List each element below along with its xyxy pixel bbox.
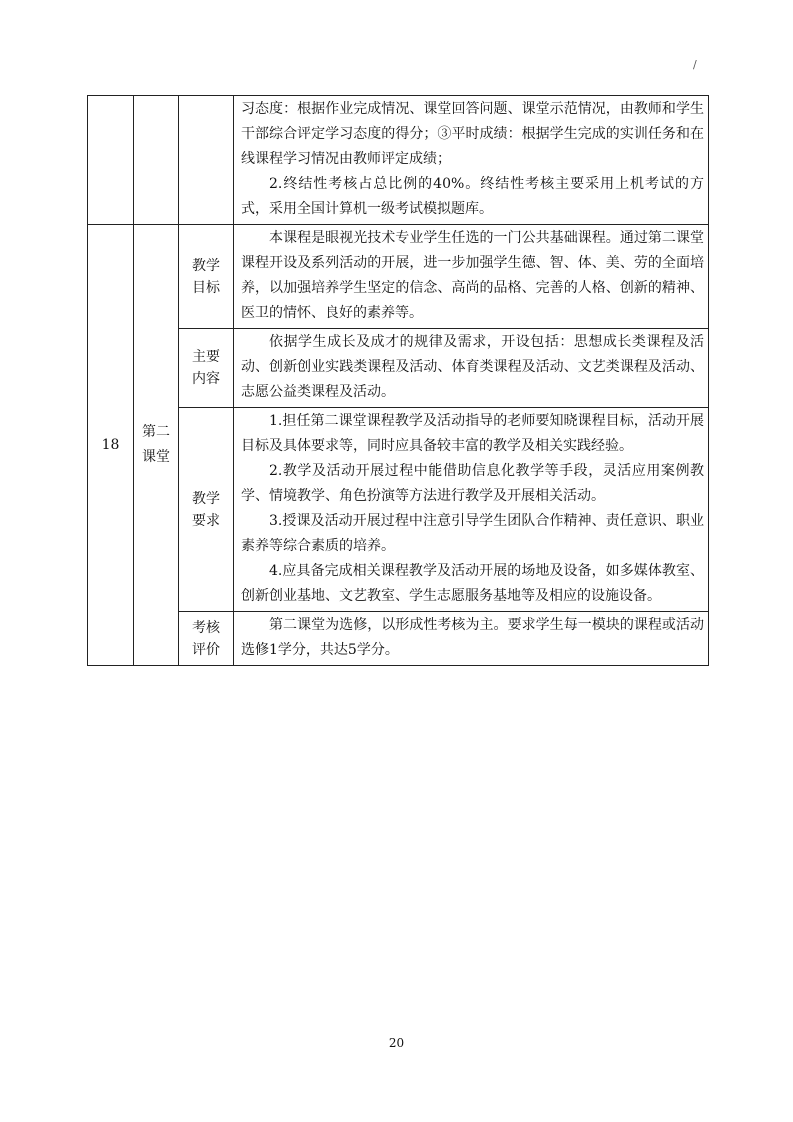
continuation-content-cell xyxy=(234,96,709,225)
section-paragraph: 1.担任第二课堂课程教学及活动指导的老师要知晓课程目标，活动开展目标及具体要求等，同时应具备较丰富的教学及相关实践经验。 xyxy=(241,413,704,454)
course-number-cell xyxy=(88,225,134,666)
section-paragraph: 依据学生成长及成才的规律及需求，开设包括：思想成长类课程及活动、创新创业实践类课程及活动、体育类课程及活动、文艺类课程及活动、志愿公益类课程及活动。 xyxy=(241,334,704,400)
course-section-row xyxy=(88,225,709,329)
continuation-label-cell xyxy=(179,96,234,225)
continuation-name-cell xyxy=(134,96,179,225)
section-label-text: 教学 xyxy=(192,490,220,507)
course-section-row xyxy=(88,329,709,408)
continuation-number-cell xyxy=(88,96,134,225)
section-content-assessment xyxy=(234,612,709,666)
course-number: 18 xyxy=(101,436,120,453)
section-paragraph: 3.授课及活动开展过程中注意引导学生团队合作精神、责任意识、职业素养等综合素质的培养。 xyxy=(241,513,704,554)
corner-mark: / xyxy=(693,58,697,71)
course-section-row xyxy=(88,408,709,612)
section-paragraph: 2.教学及活动开展过程中能借助信息化教学等手段，灵活应用案例教学、情境教学、角色扮演等方法进行教学及开展相关活动。 xyxy=(241,463,704,504)
section-paragraph: 第二课堂为选修，以形成性考核为主。要求学生每一模块的课程或活动选修1学分，共达5学分。 xyxy=(241,617,704,658)
section-label-assessment xyxy=(179,612,234,666)
section-label-text: 考核 xyxy=(192,619,220,636)
curriculum-table xyxy=(87,95,709,666)
page-number: 20 xyxy=(388,1036,405,1050)
section-content-teaching-requirements xyxy=(234,408,709,612)
section-label-text: 评价 xyxy=(192,641,220,658)
section-label-teaching-goals xyxy=(179,225,234,329)
section-label-text: 内容 xyxy=(192,371,220,387)
continuation-paragraph: 习态度：根据作业完成情况、课堂回答问题、课堂示范情况，由教师和学生干部综合评定学习态度的得分；③平时成绩：根据学生完成的实训任务和在线课程学习情况由教师评定成绩； xyxy=(241,101,704,167)
section-paragraph: 本课程是眼视光技术专业学生任选的一门公共基础课程。通过第二课堂课程开设及系列活动的开展，进一步加强学生德、智、体、美、劳的全面培养，以加强培养学生坚定的信念、高尚的品格、完善的人格、创新的精神、医卫的情怀、良好的素养等。 xyxy=(241,230,704,321)
course-section-row xyxy=(88,612,709,666)
section-label-text: 要求 xyxy=(192,512,220,529)
section-label-text: 教学 xyxy=(192,257,220,274)
section-content-main-content xyxy=(234,329,709,408)
course-name: 第二 xyxy=(142,424,170,440)
course-name-cell xyxy=(134,225,179,666)
section-label-main-content xyxy=(179,329,234,408)
section-content-teaching-goals xyxy=(234,225,709,329)
section-label-text: 主要 xyxy=(192,349,220,365)
section-label-text: 目标 xyxy=(192,279,220,296)
section-paragraph: 4.应具备完成相关课程教学及活动开展的场地及设备，如多媒体教室、创新创业基地、文艺教室、学生志愿服务基地等及相应的设施设备。 xyxy=(241,563,704,604)
continuation-row xyxy=(88,96,709,225)
continuation-paragraph: 2.终结性考核占总比例的40%。终结性考核主要采用上机考试的方式，采用全国计算机一级考试模拟题库。 xyxy=(241,176,704,217)
section-label-teaching-requirements xyxy=(179,408,234,612)
course-name: 课堂 xyxy=(142,449,170,465)
